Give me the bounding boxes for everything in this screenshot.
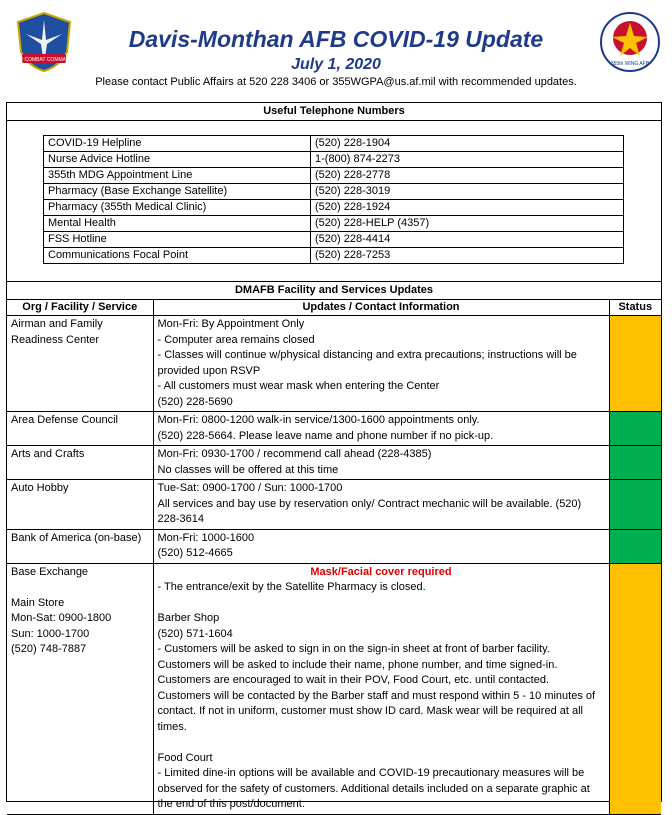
phone-number: (520) 228-HELP (4357) (311, 216, 624, 232)
facility-name-line: Bank of America (on-base) (11, 531, 142, 544)
phone-name: Pharmacy (Base Exchange Satellite) (44, 184, 311, 200)
phone-number: (520) 228-7253 (311, 248, 624, 264)
page-title: Davis-Monthan AFB COVID-19 Update (128, 26, 544, 52)
facility-updates (153, 529, 609, 563)
update-date: July 1, 2020 (291, 56, 381, 73)
phone-row (44, 232, 624, 248)
update-line: Mon-Fri: 0930-1700 / recommend call ahead (228-4385) (157, 448, 432, 460)
facility-row (7, 480, 661, 530)
phone-row (44, 136, 624, 152)
phone-name: Nurse Advice Hotline (44, 152, 311, 168)
facility-name (7, 529, 153, 563)
page-header (0, 0, 672, 100)
update-line: - The entrance/exit by the Satellite Pharmacy is closed. (157, 581, 426, 593)
facility-name-line: Readiness Center (11, 333, 100, 346)
update-line: (520) 512-4665 (157, 547, 233, 559)
phone-name: Mental Health (44, 216, 311, 232)
update-line: Barber Shop (157, 612, 220, 624)
facility-name-line: Base Exchange (11, 565, 89, 578)
facility-name-line: Mon-Sat: 0900-1800 (11, 612, 112, 624)
facility-name-line: Sun: 1000-1700 (11, 627, 90, 640)
update-line: No classes will be offered at this time (157, 463, 339, 476)
phone-name: FSS Hotline (44, 232, 311, 248)
phone-name: Communications Focal Point (44, 248, 311, 264)
phone-number: 1-(800) 874-2273 (311, 152, 624, 168)
facility-name (7, 446, 153, 480)
emblem-text-left: AIR COMBAT COMMAND (14, 57, 74, 63)
mask-notice: Mask/Facial cover required (310, 565, 452, 578)
phone-row (44, 184, 624, 200)
phone-name: COVID-19 Helpline (44, 136, 311, 152)
phone-name: 355th MDG Appointment Line (44, 168, 311, 184)
blank-line (11, 580, 149, 596)
update-line: Tue-Sat: 0900-1700 / Sun: 1000-1700 (157, 482, 343, 494)
status-indicator (609, 529, 661, 563)
phone-row (44, 216, 624, 232)
facility-updates (153, 563, 609, 814)
facilities-table (7, 300, 661, 815)
update-line: - All customers must wear mask when entering the Center (157, 380, 440, 392)
facility-name-line: Auto Hobby (11, 482, 69, 494)
phone-row (44, 152, 624, 168)
facility-name-line: Area Defense Council (11, 414, 119, 426)
facility-updates (153, 446, 609, 480)
update-line: (520) 228-5664. Please leave name and phone number if no pick-up. (157, 429, 494, 442)
update-line: Mon-Fri: 1000-1600 (157, 531, 255, 544)
phone-number: (520) 228-1904 (311, 136, 624, 152)
content-frame (6, 102, 662, 810)
status-indicator (609, 412, 661, 446)
facility-name-line: (520) 748-7887 (11, 643, 87, 655)
facility-row (7, 529, 661, 563)
facility-name (7, 480, 153, 530)
facility-row (7, 316, 661, 412)
update-line: - Customers will be asked to sign in on the sign-in sheet at front of barber facility. Customers will be asked to include their name, phone number, and time signed-in. Customers are encouraged to wait in their POV, Food Court, etc. until contacted. Customers will be contacted by the Barber staff and must respond within 5 - 10 minutes of contact. If not in uniform, customer must show ID card. Mask wear will be required at all times. (157, 643, 596, 733)
facility-row (7, 563, 661, 814)
phone-number: (520) 228-4414 (311, 232, 624, 248)
emblem-text-right: 355th WING AFB (610, 61, 650, 67)
phone-number: (520) 228-1924 (311, 200, 624, 216)
phone-name: Pharmacy (355th Medical Clinic) (44, 200, 311, 216)
phone-table (43, 135, 624, 264)
facility-name (7, 563, 153, 814)
status-indicator (609, 563, 661, 814)
update-line: Food Court (157, 751, 213, 764)
status-indicator (609, 316, 661, 412)
update-line: - Limited dine-in options will be available and COVID-19 precautionary measures will be observed for the safety of customers. Additional details included on a separate graphic at the end of this post/document. (157, 767, 590, 810)
phones-section-title: Useful Telephone Numbers (7, 103, 661, 121)
update-line: Mon-Fri: 0800-1200 walk-in service/1300-1600 appointments only. (157, 414, 480, 426)
update-line: (520) 228-5690 (157, 395, 233, 408)
facility-updates (153, 480, 609, 530)
col-header-updates: Updates / Contact Information (153, 300, 609, 316)
status-indicator (609, 480, 661, 530)
facility-name-line: Main Store (11, 596, 65, 609)
contact-info: Please contact Public Affairs at 520 228 3406 or 355WGPA@us.af.mil with recommended updates. (95, 76, 577, 88)
facility-updates (153, 412, 609, 446)
phone-row (44, 248, 624, 264)
facility-updates (153, 316, 609, 412)
update-line: All services and bay use by reservation only/ Contract mechanic will be available. (520) 228-3614 (157, 497, 582, 525)
355th-wing-emblem-icon (598, 10, 662, 74)
facility-name (7, 316, 153, 412)
col-header-status: Status (609, 300, 661, 316)
blank-line (158, 735, 605, 751)
update-line: - Classes will continue w/physical distancing and extra precautions; instructions will be provided upon RSVP (157, 349, 577, 377)
facility-name (7, 412, 153, 446)
update-line: - Computer area remains closed (157, 333, 315, 346)
phone-number: (520) 228-3019 (311, 184, 624, 200)
phones-section (7, 121, 661, 282)
facility-name-line: Arts and Crafts (11, 448, 85, 460)
col-header-org: Org / Facility / Service (7, 300, 153, 316)
facility-name-line: Airman and Family (11, 318, 103, 330)
update-line: Mon-Fri: By Appointment Only (157, 318, 305, 330)
phone-row (44, 168, 624, 184)
blank-line (158, 596, 605, 612)
phone-row (44, 200, 624, 216)
update-line: (520) 571-1604 (157, 627, 233, 640)
facilities-section-title: DMAFB Facility and Services Updates (7, 282, 661, 300)
facility-row (7, 412, 661, 446)
phone-number: (520) 228-2778 (311, 168, 624, 184)
status-indicator (609, 446, 661, 480)
facility-row (7, 446, 661, 480)
